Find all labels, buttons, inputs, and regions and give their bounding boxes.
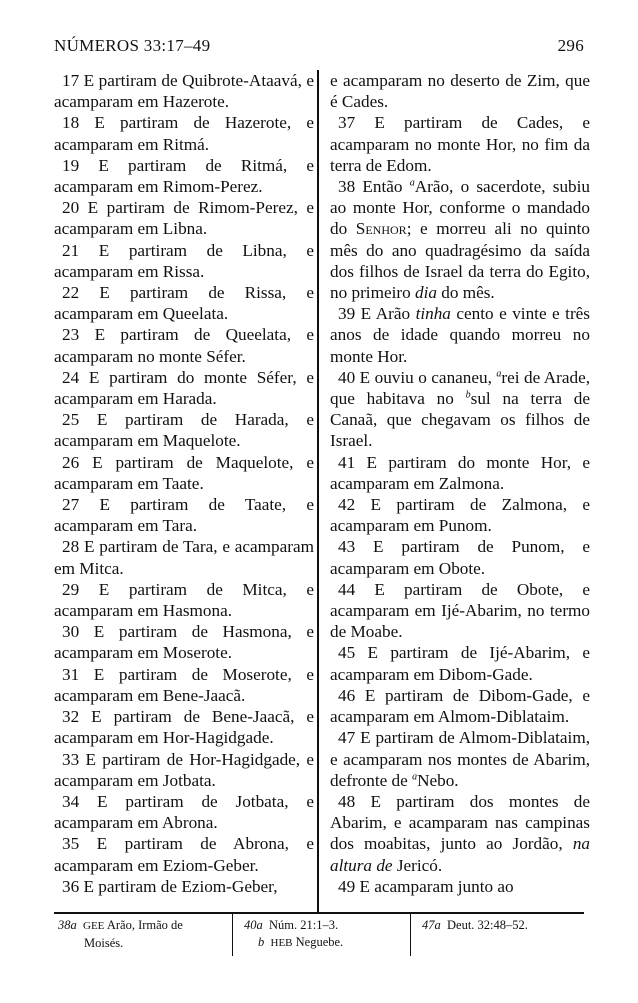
verse: 24 E partiram do monte Séfer, e acamparam em Harada. [54,367,314,409]
verse-49-start: 49 E acamparam junto ao [338,876,514,896]
footnote-separator [410,914,411,956]
verse-36-continuation: e acamparam no deserto de Zim, que é Cades. [330,71,590,112]
right-text-column [330,70,590,897]
verse-40: 40 E ouviu o cananeu, $^a$rei de Arade, que habitava no $^b$sul na terra de Canaã, que chegavam os filhos de Israel. [330,367,590,451]
verse: 31 E partiram de Moserote, e acamparam em Bene-Jaacã. [54,664,314,705]
verse: 33 E partiram de Hor-Hagidgade, e acamparam em Jotbata. [54,749,314,790]
verse: 22 E partiram de Rissa, e acamparam em Queelata. [54,283,314,324]
verse-46: 46 E partiram de Dibom-Gade, e acamparam em Almom-Diblataim. [330,685,590,727]
verse-37: 37 E partiram de Cades, e acamparam no monte Hor, no fim da terra de Edom. [330,113,590,175]
verse-38: 38 Então $^a$Arão, o sacerdote, subiu ao monte Hor, conforme o mandado do Senhor; e morreu ali no quinto mês do ano quadragésimo da saída dos filhos de Israel da terra do Egito, no primeiro dia do mês. [330,177,591,303]
verse: 23 E partiram de Queelata, e acamparam no monte Séfer. [54,325,314,366]
footnote-marker-47a[interactable]: a [412,770,418,782]
verse-42: 42 E partiram de Zalmona, e acamparam em Punom. [330,495,590,536]
verse: 32 E partiram de Bene-Jaacã, e acamparam em Hor-Hagidgade. [54,707,314,748]
verse-47: 47 E partiram de Almom-Diblataim, e acamparam nos montes de Abarim, defronte de $^a$Nebo. [330,728,591,790]
verse: 19 E partiram de Ritmá, e acamparam em Rimom-Perez. [54,155,314,197]
verse: 34 E partiram de Jotbata, e acamparam em Abrona. [54,791,314,833]
footnote-marker-40b[interactable]: b [465,389,471,401]
verse-48: 48 E partiram dos montes de Abarim, e acamparam nas campinas dos moabitas, junto ao Jordão, na altura de Jericó. [330,791,591,875]
verse: 30 E partiram de Hasmona, e acamparam em Moserote. [54,622,314,663]
footnote-40: 40a Núm. 21:1–3. b HEB Neguebe. [244,918,344,949]
footnote-marker-38a[interactable]: a [409,177,415,189]
verse: 21 E partiram de Libna, e acamparam em Rissa. [54,240,314,281]
page-header [54,36,584,60]
footnote-separator [232,914,233,956]
verse: 25 E partiram de Harada, e acamparam em Maquelote. [54,410,314,451]
footnote-rule [54,912,584,914]
verse: 20 E partiram de Rimom-Perez, e acamparam em Libna. [54,198,314,239]
page-number: 296 [557,36,584,55]
verse: 18 E partiram de Hazerote, e acamparam em Ritmá. [54,113,314,154]
footnote-marker-40a[interactable]: a [496,368,502,380]
verse: 28 E partiram de Tara, e acamparam em Mitca. [54,537,314,578]
verse-39: 39 E Arão tinha cento e vinte e três anos de idade quando morreu no monte Hor. [330,304,590,366]
verse: 36 E partiram de Eziom-Geber, [62,876,278,896]
divine-name: Senhor [355,219,407,239]
verse-43: 43 E partiram de Punom, e acamparam em Obote. [330,537,590,578]
left-text-column [54,70,314,897]
running-title: NÚMEROS 33:17–49 [54,36,211,55]
verse: 17 E partiram de Quibrote-Ataavá, e acamparam em Hazerote. [54,71,314,112]
verse-41: 41 E partiram do monte Hor, e acamparam em Zalmona. [330,452,590,493]
verse: 35 E partiram de Abrona, e acamparam em Eziom-Geber. [54,834,314,875]
verse: 27 E partiram de Taate, e acamparam em Tara. [54,495,314,536]
footnote-47a: 47a Deut. 32:48–52. [422,918,528,932]
column-divider [317,70,319,912]
footnote-38a: 38a GEE Arão, Irmão de Moisés. [58,918,183,950]
verse-45: 45 E partiram de Ijé-Abarim, e acamparam em Dibom-Gade. [330,643,590,684]
verse: 29 E partiram de Mitca, e acamparam em Hasmona. [54,579,314,621]
verse-44: 44 E partiram de Obote, e acamparam em Ijé-Abarim, no termo de Moabe. [330,579,590,642]
verse: 26 E partiram de Maquelote, e acamparam em Taate. [54,452,314,493]
